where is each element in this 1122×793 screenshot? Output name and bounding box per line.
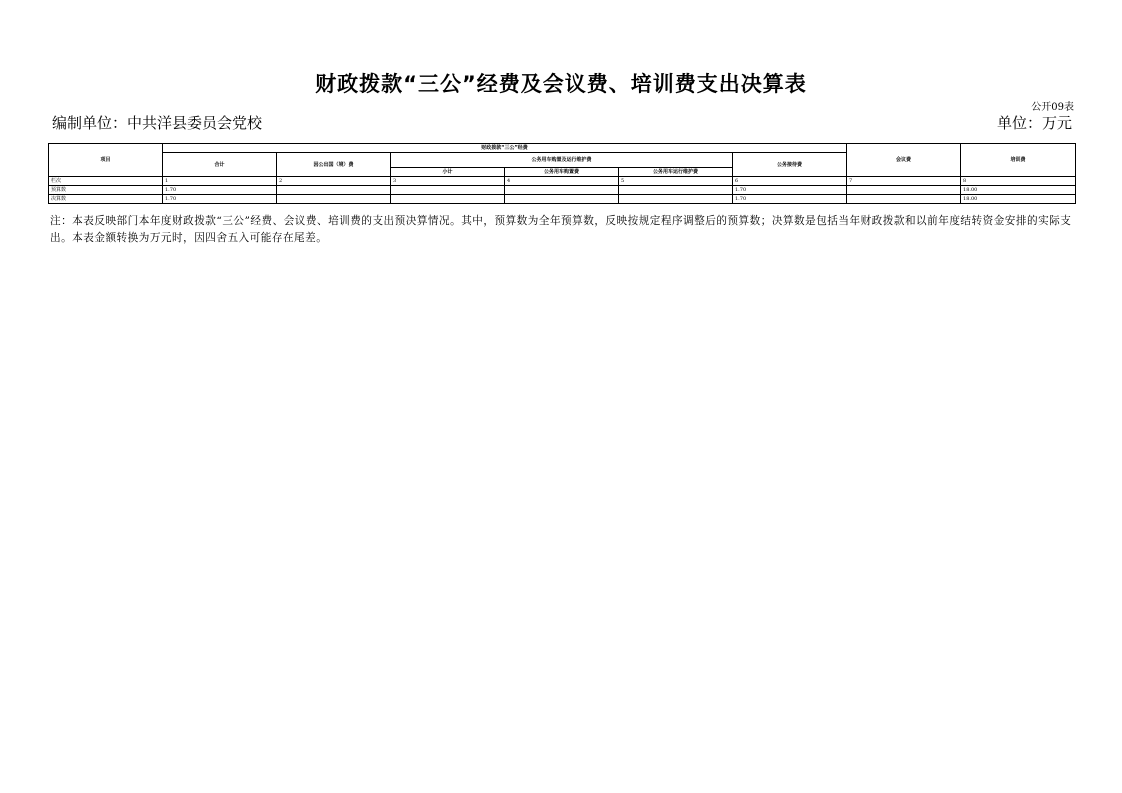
page-title: 财政拨款“三公”经费及会议费、培训费支出决算表 [315,72,807,96]
row-label: 决算数 [49,195,163,204]
row-label: 预算数 [49,186,163,195]
footnote: 注：本表反映部门本年度财政拨款“三公”经费、会议费、培训费的支出预决算情况。其中，预算数为全年预算数，反映按规定程序调整后的预算数；决算数是包括当年财政拨款和以前年度结转资金安排的实际支出。本表金额转换为万元时，因四舍五入可能存在尾差。 [50,215,1072,244]
table-cell: 2 [277,177,391,186]
table-cell: 1.70 [163,186,277,195]
table-cell [505,195,619,204]
reporting-unit: 编制单位：中共洋县委员会党校 [52,114,263,132]
table-cell: 5 [619,177,733,186]
table-cell: 1.70 [733,186,847,195]
table-cell: 1 [163,177,277,186]
header-reception: 公务接待费 [733,153,847,177]
header-abroad: 因公出国（境）费 [277,153,391,177]
table-cell [277,195,391,204]
table-cell [619,186,733,195]
table-cell [847,195,961,204]
header-purchase: 公务用车购置费 [505,168,619,177]
table-cell: 7 [847,177,961,186]
header-vehicle: 公务用车购置及运行维护费 [391,153,733,168]
table-cell [277,186,391,195]
header-total: 合计 [163,153,277,177]
table-cell: 18.00 [961,195,1076,204]
row-label: 栏次 [49,177,163,186]
table-cell [505,186,619,195]
table-cell: 6 [733,177,847,186]
table-cell [391,186,505,195]
table-row [49,195,1076,204]
table-cell: 3 [391,177,505,186]
form-code: 公开09表 [1031,102,1074,113]
header-training: 培训费 [961,144,1076,177]
table-cell [619,195,733,204]
header-subtotal: 小计 [391,168,505,177]
expenditure-table [48,143,1076,204]
table-cell [391,195,505,204]
currency-unit: 单位：万元 [996,114,1072,132]
table-row [49,186,1076,195]
table-cell: 8 [961,177,1076,186]
table-cell: 4 [505,177,619,186]
table-row [49,177,1076,186]
table-cell [847,186,961,195]
header-sangong: 财政拨款“三公”经费 [163,144,847,153]
table-cell: 1.70 [733,195,847,204]
header-running: 公务用车运行维护费 [619,168,733,177]
table-cell: 18.00 [961,186,1076,195]
header-project: 项目 [49,144,163,177]
header-meeting: 会议费 [847,144,961,177]
table-cell: 1.70 [163,195,277,204]
